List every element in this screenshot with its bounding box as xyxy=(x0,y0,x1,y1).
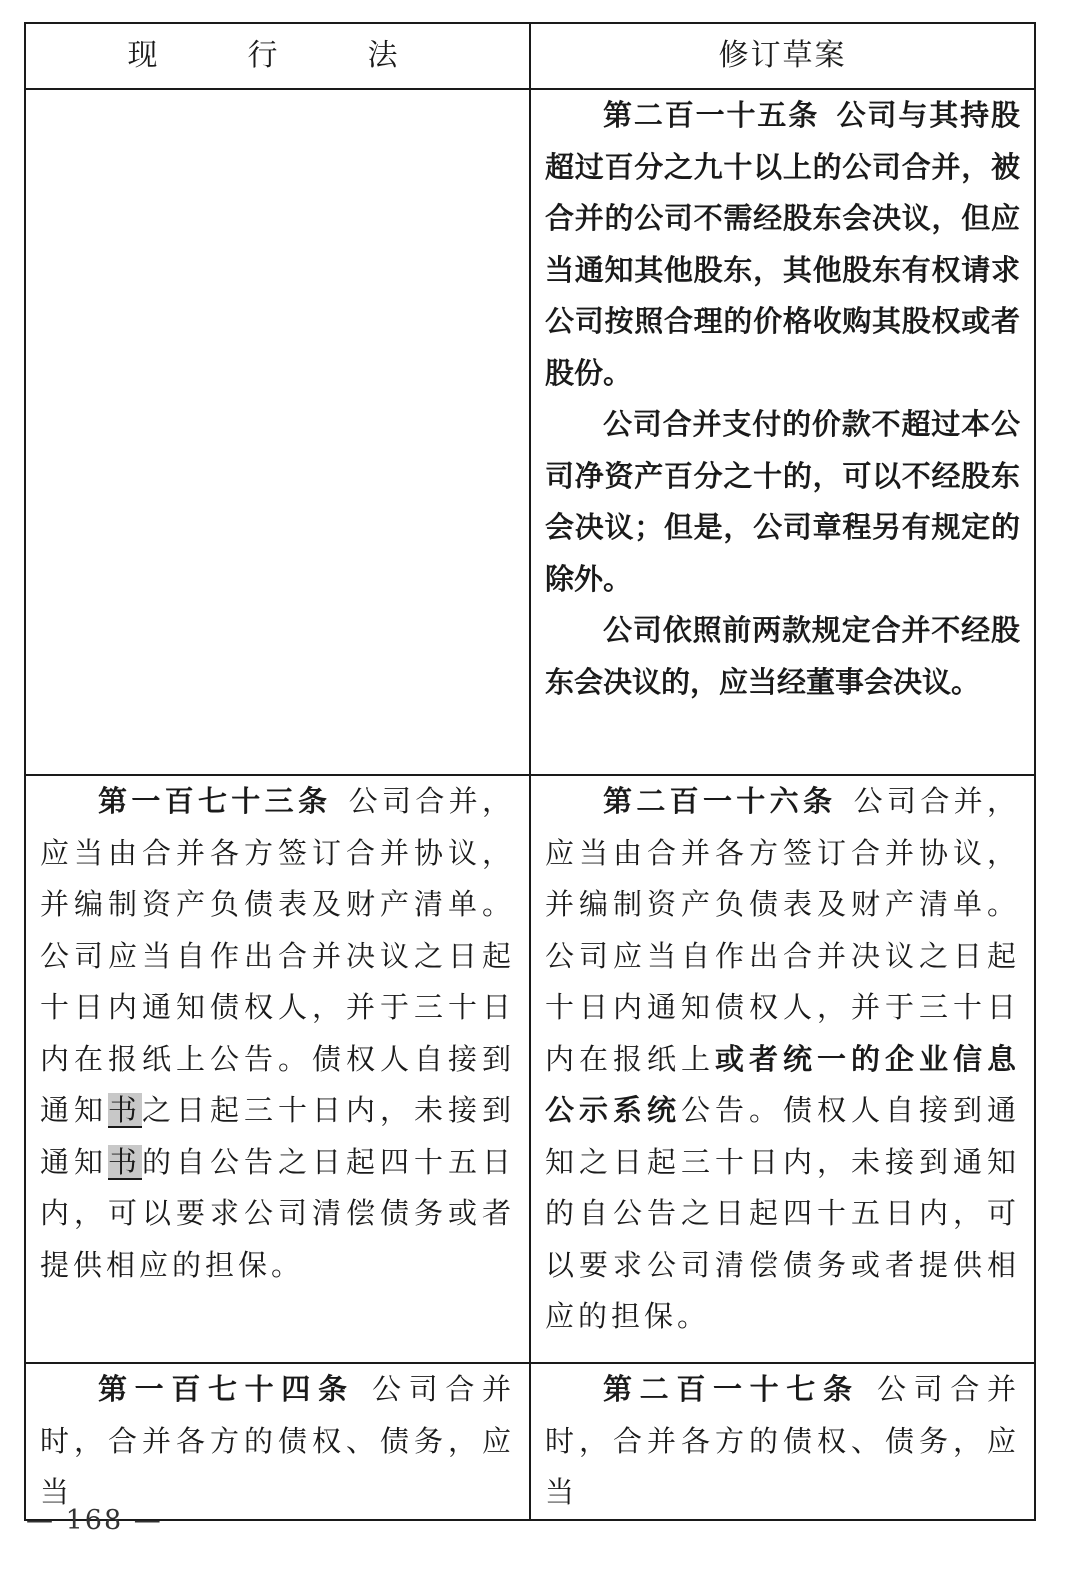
article-paragraph xyxy=(545,1364,1020,1519)
article-paragraph xyxy=(545,776,1020,1343)
article-text: 公司合并，应当由合并各方签订合并协议，并编制资产负债表及财产清单。公司应当自作出合并决议之日起十日内通知债权人，并于三十日内在报纸上 xyxy=(545,784,1020,1076)
draft-cell xyxy=(530,775,1035,1363)
article-number: 第二百一十五条 xyxy=(603,98,820,132)
table-row xyxy=(25,775,1035,1363)
article-text: 公司合并支付的价款不超过本公司净资产百分之十的，可以不经股东会决议；但是，公司章程另有规定的除外。 xyxy=(545,407,1020,596)
article-text: 公司与其持股超过百分之九十以上的公司合并，被合并的公司不需经股东会决议，但应当通知其他股东，其他股东有权请求公司按照合理的价格收购其股权或者股份。 xyxy=(545,98,1020,390)
article-number: 第二百一十七条 xyxy=(603,1372,860,1406)
header-draft: 修订草案 xyxy=(530,23,1035,89)
article-text: 公司合并时，合并各方的债权、债务，应当 xyxy=(40,1372,515,1509)
added-text-bold: 或者统一的企业信息公示系统 xyxy=(545,1041,1020,1127)
article-text: 的自公告之日起四十五日内，可以要求公司清偿债务或者提供相应的担保。 xyxy=(40,1144,515,1282)
article-text: 之日起三十日内，未接到通知 xyxy=(40,1093,515,1179)
current-law-cell-empty xyxy=(25,89,530,775)
article-text: 公告。债权人自接到通知之日起三十日内，未接到通知的自公告之日起四十五日内，可以要求公司清偿债务或者提供相应的担保。 xyxy=(545,1093,1020,1333)
page-number: — 168 — xyxy=(26,1505,163,1536)
table-header-row xyxy=(25,23,1035,89)
table-row xyxy=(25,89,1035,775)
deleted-text-highlight: 书 xyxy=(108,1093,142,1127)
table-row xyxy=(25,1363,1035,1520)
deleted-text-highlight: 书 xyxy=(108,1144,142,1179)
article-paragraph xyxy=(545,90,1020,399)
draft-cell xyxy=(530,89,1035,775)
article-text: 公司合并时，合并各方的债权、债务，应当 xyxy=(545,1372,1020,1509)
article-paragraph xyxy=(40,776,515,1291)
comparison-table xyxy=(24,22,1036,1521)
draft-cell xyxy=(530,1363,1035,1520)
current-law-cell xyxy=(25,1363,530,1520)
header-current-law: 现 行 法 xyxy=(25,23,530,89)
article-text: 公司合并，应当由合并各方签订合并协议，并编制资产负债表及财产清单。公司应当自作出合并决议之日起十日内通知债权人，并于三十日内在报纸上公告。债权人自接到通知 xyxy=(40,784,515,1127)
article-text: 公司依照前两款规定合并不经股东会决议的，应当经董事会决议。 xyxy=(545,613,1020,699)
current-law-cell xyxy=(25,775,530,1363)
article-number: 第二百一十六条 xyxy=(603,784,837,818)
article-number: 第一百七十四条 xyxy=(98,1372,355,1406)
article-number: 第一百七十三条 xyxy=(98,784,332,818)
article-paragraph xyxy=(545,399,1020,605)
article-paragraph xyxy=(40,1364,515,1519)
article-paragraph xyxy=(545,605,1020,708)
